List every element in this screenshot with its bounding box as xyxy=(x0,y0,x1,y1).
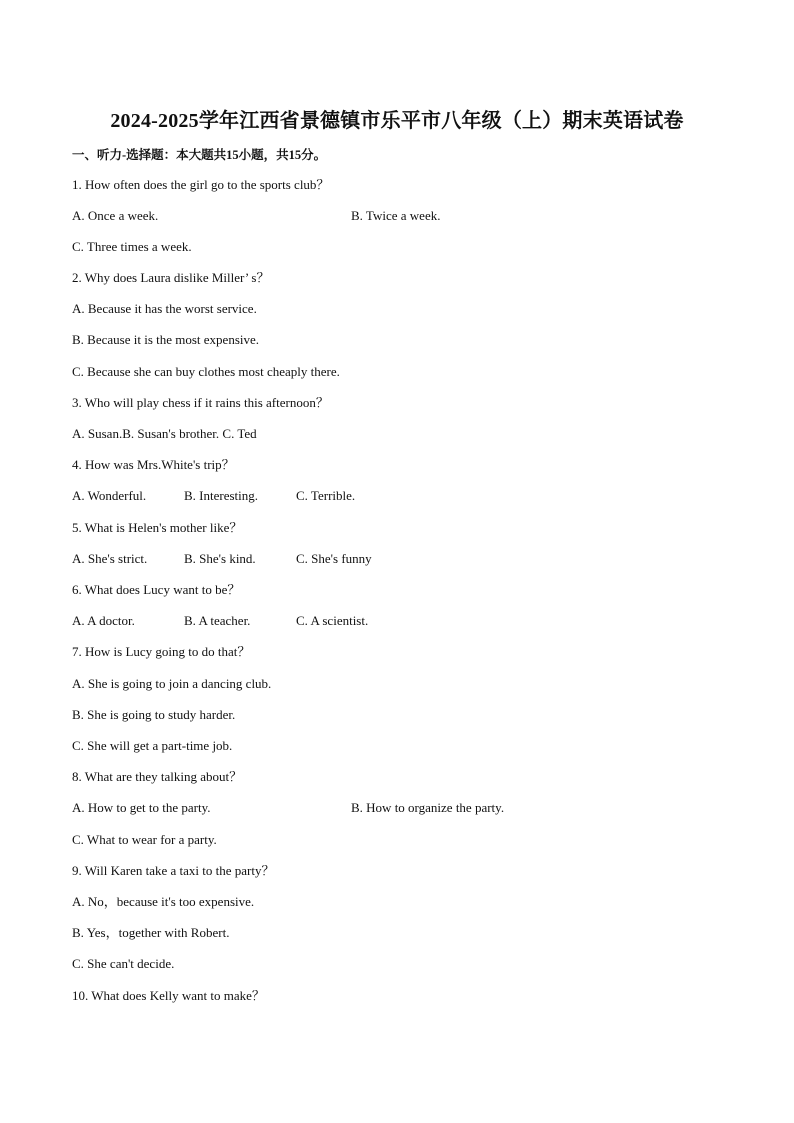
option-b: B. A teacher. xyxy=(184,613,251,628)
section-heading: 一、听力-选择题：本大题共15小题，共15分。 xyxy=(72,148,327,162)
option-b: B. Because it is the most expensive. xyxy=(72,332,260,347)
option-row xyxy=(72,799,722,817)
option-a: A. Once a week. xyxy=(72,208,159,223)
question-stem: 7. How is Lucy going to do that？ xyxy=(72,644,251,659)
option-b: B. Yes，together with Robert. xyxy=(72,925,230,940)
option-row xyxy=(72,487,722,505)
option-b: B. She's kind. xyxy=(184,551,256,566)
option-c: C. What to wear for a party. xyxy=(72,832,217,847)
option-a: A. Because it has the worst service. xyxy=(72,301,257,316)
question-stem: 10. What does Kelly want to make？ xyxy=(72,988,265,1003)
option-a: A. She is going to join a dancing club. xyxy=(72,676,272,691)
option-c: C. She's funny xyxy=(296,551,372,566)
option-c: C. Because she can buy clothes most cheaply there. xyxy=(72,364,340,379)
option-c: C. She can't decide. xyxy=(72,956,175,971)
option-c: C. Terrible. xyxy=(296,488,356,503)
option-row xyxy=(72,612,722,630)
option-a: A. How to get to the party. xyxy=(72,800,211,815)
option-row: A. Susan.B. Susan's brother. C. Ted xyxy=(72,426,257,441)
question-stem: 1. How often does the girl go to the sports club？ xyxy=(72,177,330,192)
option-a: A. A doctor. xyxy=(72,613,135,628)
option-b: B. Interesting. xyxy=(184,488,259,503)
option-a: A. No，because it's too expensive. xyxy=(72,894,255,909)
option-row xyxy=(72,550,722,568)
option-row xyxy=(72,207,722,225)
page-title: 2024-2025学年江西省景德镇市乐平市八年级（上）期末英语试卷 xyxy=(110,110,684,132)
question-stem: 2. Why does Laura dislike Miller’ s？ xyxy=(72,270,270,285)
question-stem: 8. What are they talking about？ xyxy=(72,769,243,784)
question-stem: 5. What is Helen's mother like？ xyxy=(72,520,243,535)
option-c: C. Three times a week. xyxy=(72,239,192,254)
question-stem: 9. Will Karen take a taxi to the party？ xyxy=(72,863,275,878)
option-a: A. Wonderful. xyxy=(72,488,147,503)
option-b: B. Twice a week. xyxy=(351,208,441,223)
option-a: A. She's strict. xyxy=(72,551,148,566)
option-c: C. She will get a part-time job. xyxy=(72,738,233,753)
question-stem: 6. What does Lucy want to be？ xyxy=(72,582,241,597)
option-b: B. She is going to study harder. xyxy=(72,707,236,722)
option-b: B. How to organize the party. xyxy=(351,800,505,815)
question-stem: 4. How was Mrs.White's trip？ xyxy=(72,457,235,472)
question-stem: 3. Who will play chess if it rains this afternoon？ xyxy=(72,395,329,410)
option-c: C. A scientist. xyxy=(296,613,369,628)
